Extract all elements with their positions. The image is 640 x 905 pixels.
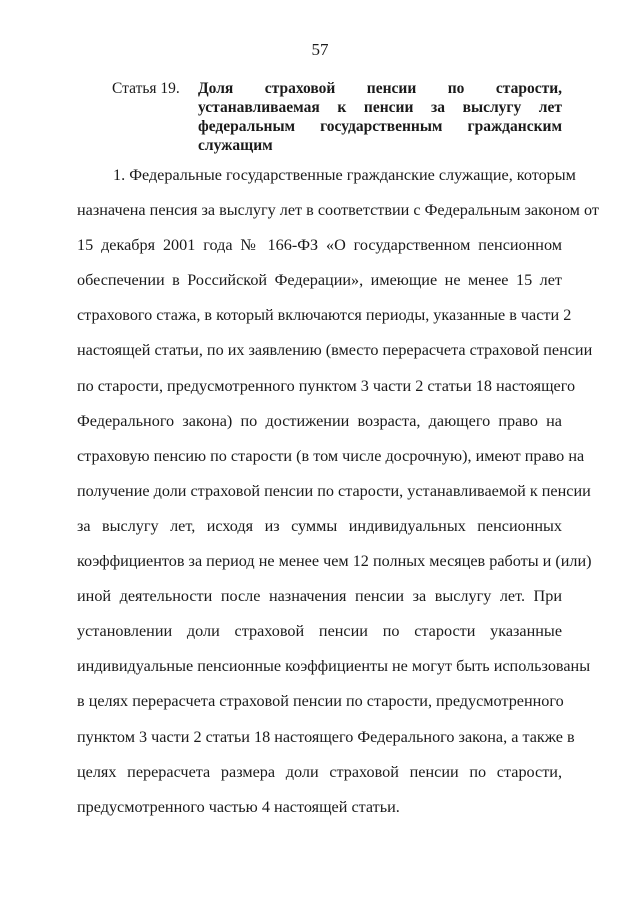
article-title-line: Доля страховой пенсии по старости, [198, 80, 562, 97]
article-title-line: служащим [198, 137, 273, 154]
paragraph-line: за выслугу лет, исходя из суммы индивидуальных пенсионных [77, 516, 562, 535]
paragraph-line: установлении доли страховой пенсии по старости указанные [77, 622, 562, 641]
paragraph-line: настоящей статьи, по их заявлению (вместо перерасчета страховой пенсии [77, 341, 593, 360]
paragraph-line: страховую пенсию по старости (в том числе досрочную), имеют право на [77, 446, 585, 465]
article-paragraph [77, 163, 599, 830]
paragraph-line: 15 декабря 2001 года № 166-ФЗ «О государственном пенсионном [77, 236, 562, 255]
paragraph-line: страхового стажа, в который включаются периоды, указанные в части 2 [77, 306, 572, 325]
paragraph-line: по старости, предусмотренного пунктом 3 части 2 статьи 18 настоящего [77, 376, 576, 395]
paragraph-line: пунктом 3 части 2 статьи 18 настоящего Федерального закона, а также в [77, 727, 575, 746]
paragraph-line: обеспечении в Российской Федерации», имеющие не менее 15 лет [77, 271, 562, 290]
paragraph-line: иной деятельности после назначения пенсии за выслугу лет. При [77, 587, 562, 606]
article-title-line: федеральным государственным гражданским [198, 118, 562, 135]
paragraph-line: назначена пенсия за выслугу лет в соответствии с Федеральным законом от [77, 201, 599, 220]
article-label: Статья 19. [112, 80, 180, 97]
article-title-line: устанавливаемая к пенсии за выслугу лет [198, 99, 562, 116]
paragraph-line: 1. Федеральные государственные гражданские служащие, которым [113, 166, 576, 184]
paragraph-line: индивидуальные пенсионные коэффициенты не могут быть использованы [77, 657, 591, 676]
paragraph-line: получение доли страховой пенсии по старости, устанавливаемой к пенсии [77, 481, 591, 500]
paragraph-line: Федерального закона) по достижении возраста, дающего право на [77, 411, 562, 430]
paragraph-line: коэффициентов за период не менее чем 12 полных месяцев работы и (или) [77, 552, 592, 571]
paragraph-line: целях перерасчета размера доли страховой пенсии по старости, [77, 762, 562, 781]
paragraph-line: предусмотренного частью 4 настоящей статьи. [77, 797, 400, 816]
page-number: 57 [311, 40, 329, 59]
article-title [198, 79, 562, 155]
article-heading [112, 79, 562, 155]
paragraph-line: в целях перерасчета страховой пенсии по старости, предусмотренного [77, 692, 564, 711]
